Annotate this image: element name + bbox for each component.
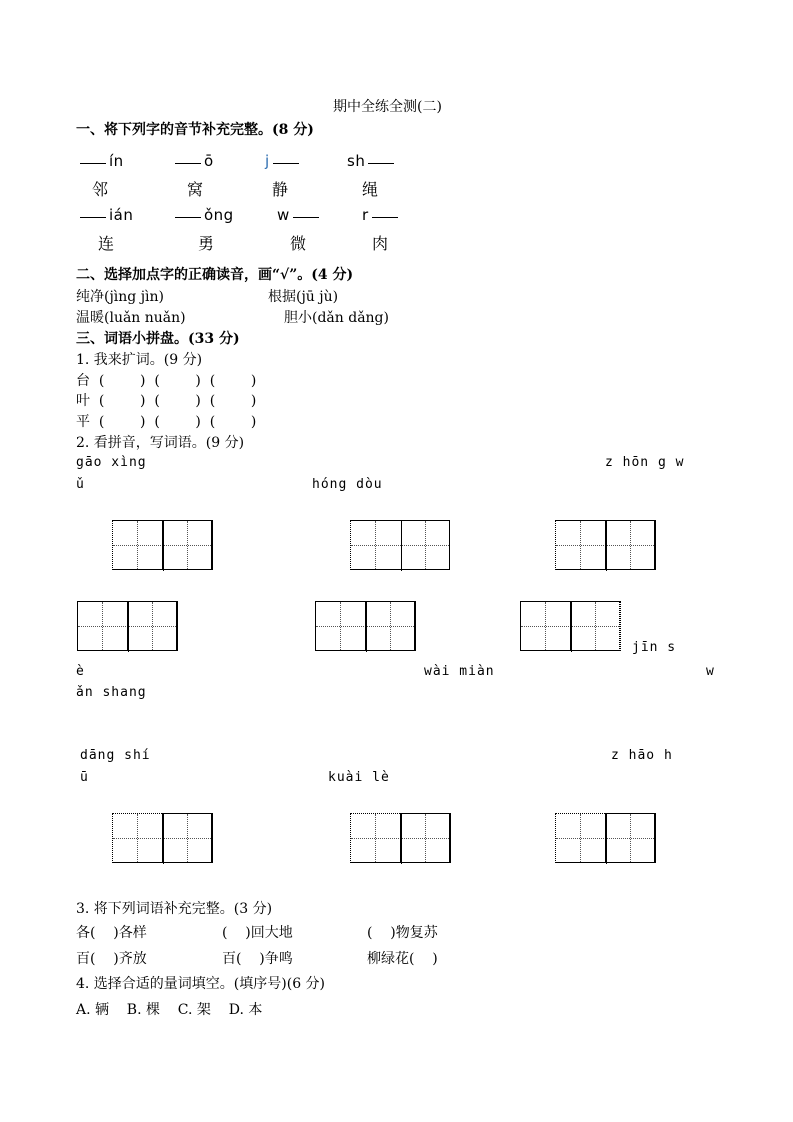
syllable-item: w: [277, 206, 322, 224]
expand-row: 平 ( ) ( ) ( ): [76, 414, 257, 430]
reading-item: 胆小(dǎn dǎng): [284, 310, 389, 326]
char: 静: [272, 180, 289, 199]
writing-grid[interactable]: [350, 520, 450, 570]
writing-grid-extension: [365, 601, 416, 651]
pinyin: kuài lè: [328, 770, 390, 785]
char: 肉: [372, 234, 389, 253]
pinyin: z hōn g w: [605, 455, 685, 470]
pinyin: gāo xìng: [76, 455, 147, 470]
q3-heading: 3. 将下列词语补充完整。(3 分): [76, 901, 273, 917]
syllable-item: sh: [347, 152, 397, 170]
char: 窝: [187, 180, 204, 199]
pinyin: jīn s: [632, 640, 677, 655]
writing-grid-extension: [162, 813, 213, 863]
fill-word: ( )物复苏: [367, 925, 438, 941]
char: 连: [98, 234, 115, 253]
syllable-item: ō: [175, 152, 214, 170]
reading-item: 温暖(luǎn nuǎn): [76, 310, 186, 326]
writing-grid-extension: [127, 601, 178, 651]
section-1-heading: 一、将下列字的音节补充完整。(8 分): [76, 122, 314, 138]
pinyin: dāng shí: [80, 748, 151, 763]
syllable-item: ián: [80, 206, 133, 224]
expand-row: 叶 ( ) ( ) ( ): [76, 393, 257, 409]
syllable-item: ǒng: [175, 206, 234, 224]
page-title: 期中全练全测(二): [333, 99, 442, 115]
pinyin: w: [706, 664, 715, 679]
q2-heading: 2. 看拼音，写词语。(9 分): [76, 435, 245, 451]
pinyin: hóng dòu: [312, 477, 383, 492]
writing-grid-extension: [162, 520, 213, 570]
writing-grid-extension: [605, 520, 656, 570]
fill-word: 柳绿花( ): [367, 951, 438, 967]
writing-grid-extension: [605, 813, 656, 863]
writing-grid-extension: [400, 813, 451, 863]
section-2-heading: 二、选择加点字的正确读音，画“√”。(4 分): [76, 267, 354, 283]
pinyin: ǔ: [76, 477, 85, 492]
pinyin: ū: [80, 770, 89, 785]
pinyin: wài miàn: [424, 664, 495, 679]
fill-word: 百( )争鸣: [222, 951, 293, 967]
pinyin: è: [76, 664, 85, 679]
section-3-heading: 三、词语小拼盘。(33 分): [76, 331, 240, 347]
q4-heading: 4. 选择合适的量词填空。(填序号)(6 分): [76, 976, 326, 992]
pinyin: z hāo h: [611, 748, 673, 763]
writing-grid-extension: [570, 601, 621, 651]
char: 邻: [92, 180, 109, 199]
fill-word: ( )回大地: [222, 925, 293, 941]
syllable-item: r: [362, 206, 401, 224]
pinyin: ǎn shang: [76, 685, 147, 700]
syllable-item: ín: [80, 152, 124, 170]
fill-word: 各( )各样: [76, 925, 147, 941]
q4-options: A. 辆 B. 棵 C. 架 D. 本: [76, 1002, 263, 1018]
expand-row: 台 ( ) ( ) ( ): [76, 373, 257, 389]
fill-word: 百( )齐放: [76, 951, 147, 967]
syllable-item: j: [265, 152, 302, 170]
reading-item: 纯净(jìng jìn): [76, 289, 165, 305]
char: 微: [290, 234, 307, 253]
char: 勇: [198, 234, 215, 253]
char: 绳: [362, 180, 379, 199]
reading-item: 根据(jū jù): [268, 289, 339, 305]
q1-heading: 1. 我来扩词。(9 分): [76, 352, 203, 368]
